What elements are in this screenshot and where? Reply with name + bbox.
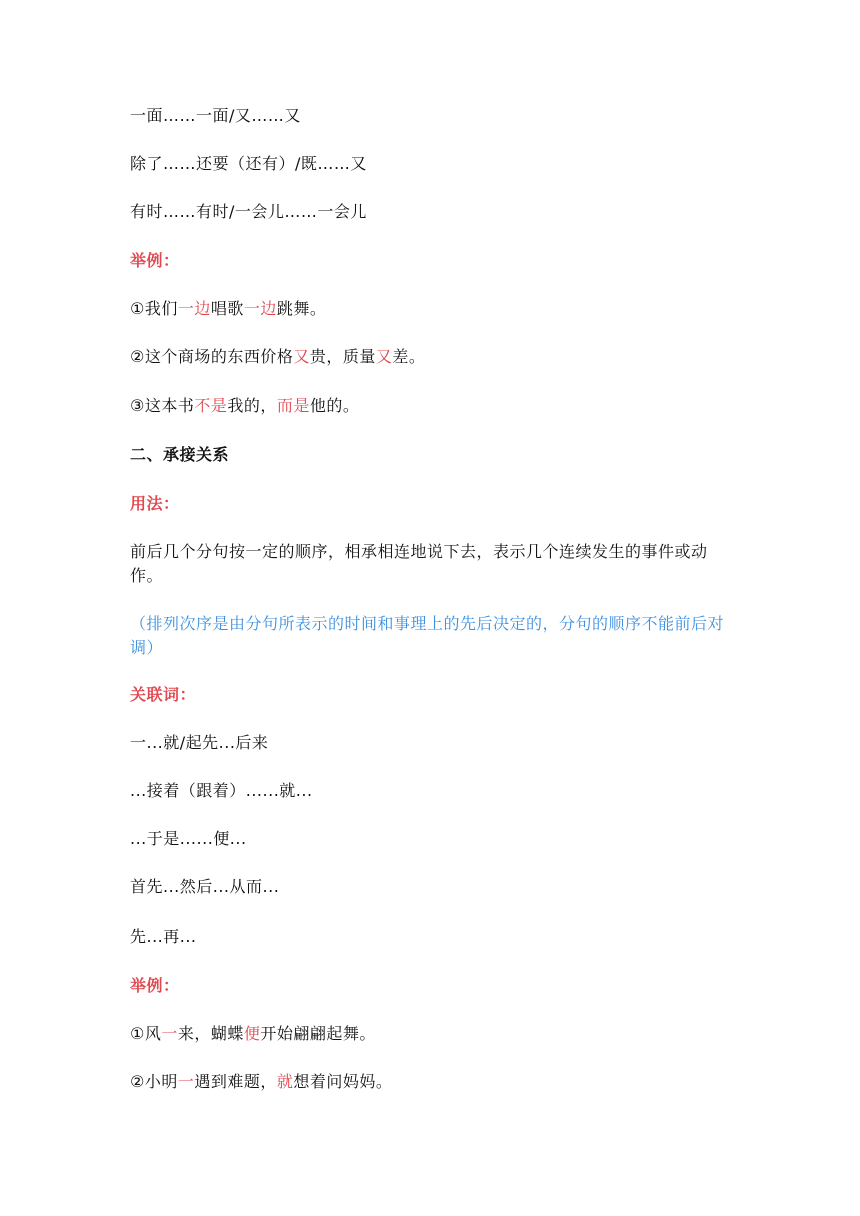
connector-item-5: 先...再... xyxy=(130,927,197,946)
text: 我的， xyxy=(227,396,277,415)
highlight: 一边 xyxy=(177,299,211,318)
text: 唱歌 xyxy=(210,299,244,318)
highlight: 一 xyxy=(177,1072,195,1091)
example-1-1 xyxy=(130,297,740,321)
connector-item-2: ...接着（跟着）......就... xyxy=(130,781,313,800)
connectors-label: 关联词： xyxy=(130,685,197,704)
text: 想着问妈妈。 xyxy=(293,1072,393,1091)
section-heading: 二、承接关系 xyxy=(130,445,230,464)
example-2-2 xyxy=(130,1070,740,1094)
highlight: 又 xyxy=(293,347,310,366)
text: ②这个商场的东西价格 xyxy=(130,347,294,366)
text: 跳舞。 xyxy=(276,299,327,318)
highlight: 一 xyxy=(161,1024,178,1043)
example-1-2 xyxy=(130,345,740,369)
connector-line-3: 有时……有时/一会儿……一会儿 xyxy=(130,202,367,221)
highlight: 一边 xyxy=(243,299,277,318)
text: 开始翩翩起舞。 xyxy=(260,1024,376,1043)
connector-item-4: 首先...然后...从而... xyxy=(130,877,280,896)
connector-line-2: 除了……还要（还有）/既……又 xyxy=(130,154,367,173)
text: ①风 xyxy=(130,1024,162,1043)
text: 他的。 xyxy=(309,396,360,415)
example-2-1 xyxy=(130,1022,740,1046)
highlight: 又 xyxy=(375,347,393,366)
connector-line-1: 一面……一面/又……又 xyxy=(130,106,301,125)
text: 贵，质量 xyxy=(309,347,376,366)
example-label-1: 举例： xyxy=(130,251,180,270)
usage-label: 用法： xyxy=(130,494,180,513)
highlight: 而是 xyxy=(276,396,310,415)
highlight: 便 xyxy=(243,1024,261,1043)
text: 遇到难题， xyxy=(194,1072,277,1091)
text: 差。 xyxy=(392,347,426,366)
example-label-2: 举例： xyxy=(130,976,180,995)
connector-item-3: ...于是......便... xyxy=(130,829,247,848)
note-text: （排列次序是由分句所表示的时间和事理上的先后决定的，分句的顺序不能前后对调） xyxy=(130,614,725,657)
text: 来，蝴蝶 xyxy=(177,1024,244,1043)
highlight: 不是 xyxy=(194,396,228,415)
example-1-3 xyxy=(130,394,740,418)
connector-item-1: 一...就/起先...后来 xyxy=(130,733,269,752)
usage-text: 前后几个分句按一定的顺序，相承相连地说下去，表示几个连续发生的事件或动作。 xyxy=(130,542,708,585)
text: ①我们 xyxy=(130,299,178,318)
text: ②小明 xyxy=(130,1072,178,1091)
text: ③这本书 xyxy=(130,396,195,415)
highlight: 就 xyxy=(276,1072,294,1091)
